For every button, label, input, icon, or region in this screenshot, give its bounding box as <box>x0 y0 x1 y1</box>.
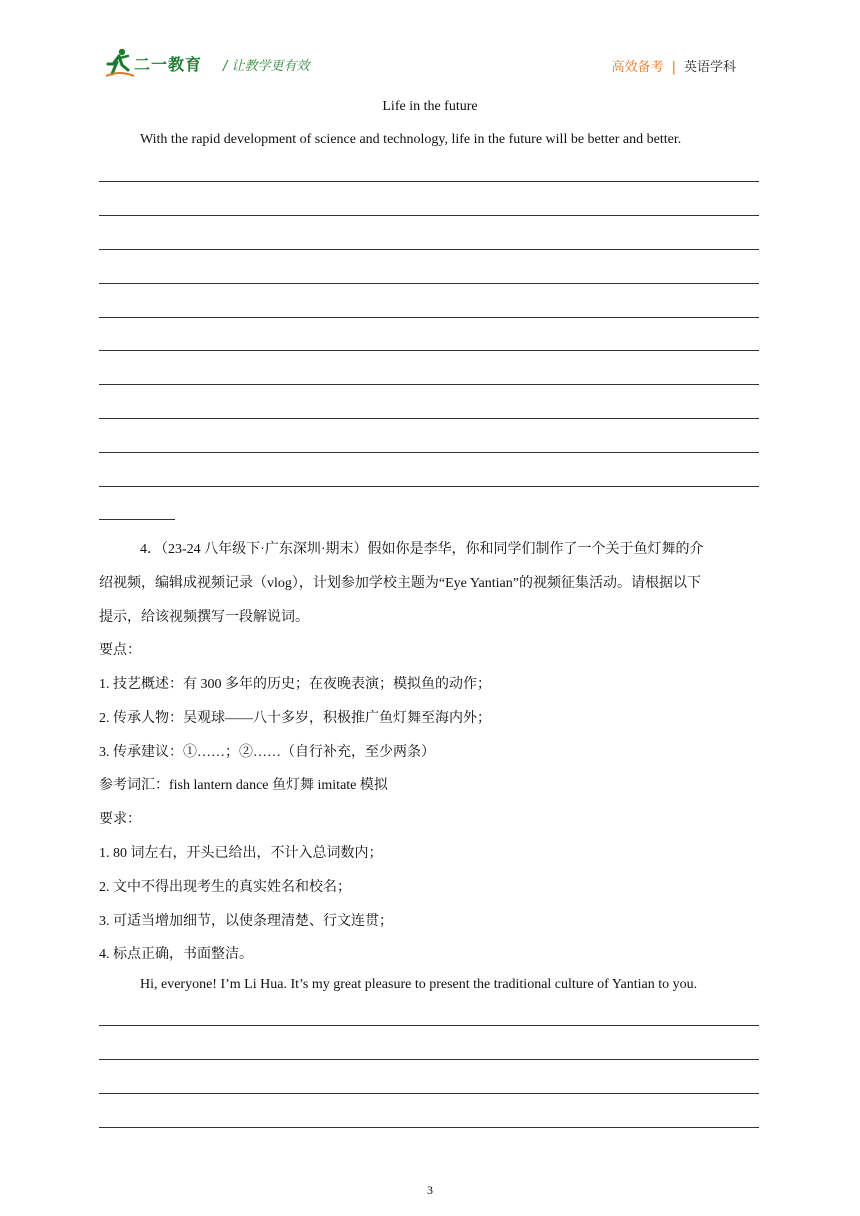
q4-intro-line1: 4．（23-24 八年级下·广东深圳·期末）假如你是李华，你和同学们制作了一个关于鱼灯舞的介 <box>140 542 704 557</box>
point-item: 2. 传承人物：吴观球——八十多岁，积极推广鱼灯舞至海内外； <box>99 711 491 726</box>
writing-line <box>99 418 759 419</box>
exam-label: 高效备考 <box>611 60 664 75</box>
header-slogan: / 让教学更有效 <box>223 59 310 74</box>
points-heading: 要点： <box>99 643 141 658</box>
requirement-item: 4. 标点正确，书面整洁。 <box>99 947 253 962</box>
requirements-heading: 要求： <box>99 812 141 827</box>
runner-logo-icon <box>104 46 136 78</box>
writing-line <box>99 1127 759 1128</box>
writing-line <box>99 384 759 385</box>
q4-intro-line3: 提示，给该视频撰写一段解说词。 <box>99 610 309 625</box>
writing-line <box>99 317 759 318</box>
writing-line <box>99 452 759 453</box>
requirement-item: 2. 文中不得出现考生的真实姓名和校名； <box>99 880 351 895</box>
logo <box>104 46 214 80</box>
writing-line <box>99 1093 759 1094</box>
point-item: 3. 传承建议：①……；②……（自行补充，至少两条） <box>99 745 435 760</box>
writing-line <box>99 1025 759 1026</box>
essay1-opening: With the rapid development of science and technology, life in the future will be better and better. <box>140 132 682 147</box>
essay-title: Life in the future <box>382 99 478 114</box>
subject-label: 英语学科 <box>683 60 736 75</box>
point-item: 1. 技艺概述：有 300 多年的历史；在夜晚表演；模拟鱼的动作； <box>99 677 491 692</box>
page-header <box>0 0 860 90</box>
requirement-item: 1. 80 词左右，开头已给出，不计入总词数内； <box>99 846 383 861</box>
page-number: 3 <box>427 1183 433 1197</box>
q4-opening: Hi, everyone! I’m Li Hua. It’s my great pleasure to present the traditional culture of Yantian to you. <box>140 977 698 992</box>
requirement-item: 3. 可适当增加细节，以使条理清楚、行文连贯； <box>99 914 393 929</box>
writing-line <box>99 486 759 487</box>
logo-text: 二一教育 <box>134 55 203 74</box>
writing-line <box>99 283 759 284</box>
writing-line <box>99 215 759 216</box>
writing-line <box>99 249 759 250</box>
q4-intro-line2: 绍视频，编辑成视频记录（vlog），计划参加学校主题为“Eye Yantian”的视频征集活动。请根据以下 <box>99 576 701 591</box>
writing-line <box>99 350 759 351</box>
writing-line <box>99 1059 759 1060</box>
writing-line <box>99 181 759 182</box>
vocab-hint: 参考词汇：fish lantern dance 鱼灯舞 imitate 模拟 <box>99 778 388 793</box>
header-right <box>612 56 736 75</box>
header-separator: | <box>671 60 676 75</box>
writing-line-short <box>99 519 175 520</box>
